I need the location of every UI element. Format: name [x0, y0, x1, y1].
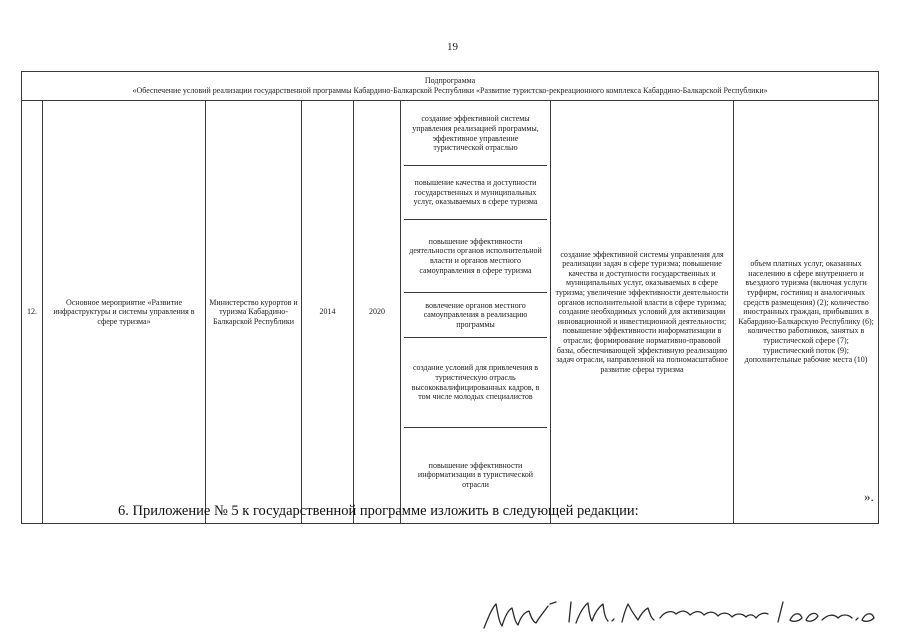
expected-results: создание эффективной системы управления для реализации задач в сфере туризма; повышение качества и доступности государственных и муниципальных услуг, оказываемых в сфере туризма; увеличение эффективности деятельности органов исполнительной власти в сфере туризма; создание необходимых условий для активизации инновационной и инвестиционной деятельности; повышение эффективности информатизации в отрасли; формирование нормативно-правовой базы, обеспечивающей эффективную реализацию задач отрасли, направленной на полномасштабное развитие сферы туризма [551, 101, 734, 524]
table-row [22, 101, 879, 524]
program-table [21, 71, 879, 524]
task-item: повышение эффективности деятельности органов исполнительной власти и органов местного самоуправления в сфере туризма [404, 220, 547, 293]
executor: Министерство курортов и туризма Кабардино-Балкарской Республики [206, 101, 302, 524]
event-name: Основное мероприятие «Развитие инфраструктуры и системы управления в сфере туризма» [43, 101, 206, 524]
subprogram-title: Подпрограмма [424, 76, 476, 86]
task-item: создание условий для привлечения в туристическую отрасль высококвалифицированных кадров, в том числе молодых специалистов [404, 338, 547, 428]
indicators: объем платных услуг, оказанных населению в сфере внутреннего и въездного туризма (включая услуги турфирм, гостиниц и аналогичных средств размещения) (2); количество иностранных граждан, прибывших в Кабардино-Балкарскую Республику (6); количество работников, занятых в туристической сфере (7); туристический поток (9); дополнительные рабочие места (10) [734, 101, 879, 524]
page-number: 19 [447, 41, 458, 53]
year-end: 2020 [354, 101, 401, 524]
amendment-text: 6. Приложение № 5 к государственной программе изложить в следующей редакции: [118, 503, 639, 519]
tasks-cell [401, 101, 551, 524]
subprogram-header-cell [22, 72, 879, 101]
subprogram-header-row [22, 72, 879, 101]
handwritten-signature [472, 592, 900, 636]
year-start: 2014 [302, 101, 354, 524]
task-item: повышение эффективности информатизации в туристической отрасли [417, 460, 534, 489]
row-number: 12. [22, 101, 43, 524]
task-item: повышение качества и доступности государственных и муниципальных услуг, оказываемых в сфере туризма [404, 166, 547, 220]
task-item: вовлечение органов местного самоуправления в реализацию программы [404, 293, 547, 338]
task-item: создание эффективной системы управления реализацией программы, эффективное управление туристической отраслью [404, 102, 547, 166]
closing-quote: ». [864, 489, 874, 504]
subprogram-name: «Обеспечение условий реализации государственной программы Кабардино-Балкарской Республики «Развитие туристско-рекреационного комплекса Кабардино-Балкарской Республики» [132, 86, 768, 95]
